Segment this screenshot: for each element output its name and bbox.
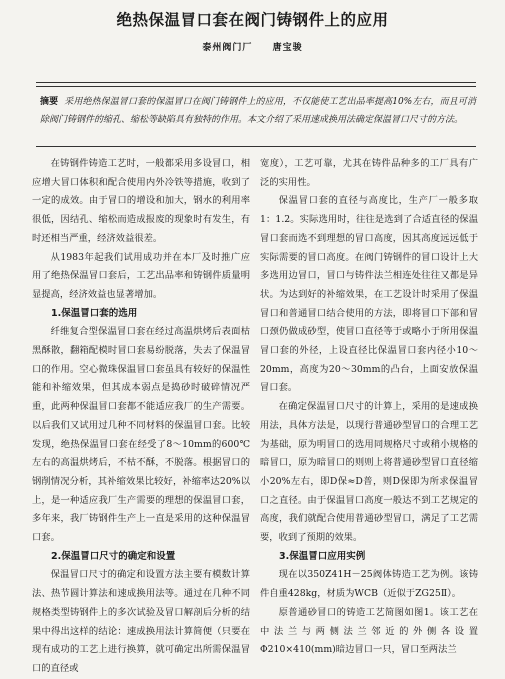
article-title: 绝热保温冒口套在阀门铸钢件上的应用 — [116, 11, 389, 29]
left-column — [32, 155, 250, 679]
section-heading: 2.保温冒口尺寸的确定和设置 — [51, 550, 176, 562]
body-paragraph: 保温冒口套的直径与高度比，生产厂一般多取1：1.2。实际选用时，往往是选到了合适直径的保温冒口套而选不到理想的冒口高度，因其高度远远低于实际需要的冒口高度。在阀门铸钢件的冒口设计上大多选用边冒口，冒口与铸件法兰相连处往往又都是异状。为达到好的补缩效果，在工艺设计时采用了保温冒口和普通冒口结合使用的方法，即将冒口下部和冒口颈仍做成砂型，使冒口直径等于或略小于所用保温冒口套的外径，上设直径比保温冒口套内径小10～20mm，高度为20～30mm的凸台，上面安放保温冒口套。 — [260, 195, 478, 394]
section-heading: 3.保温冒口应用实例 — [279, 550, 366, 562]
abstract-top-rule-2 — [36, 86, 476, 87]
right-column — [260, 155, 478, 660]
body-paragraph: 在铸钢件铸造工艺时，一般都采用多设冒口，相应增大冒口体积和配合使用内外冷铁等措施，收到了一定的成效。由于冒口的增设和加大，钢水的利用率很低，因结孔、缩松而造成报废的现象时有发生，有时还相当严重，经济效益很差。 — [32, 158, 250, 244]
body-paragraph: 在确定保温冒口尺寸的计算上，采用的是速成换用法，具体方法是，以现行普通砂型冒口的合理工艺为基础，原为明冒口的选用同规格尺寸或稍小规格的暗冒口，原为暗冒口的则则上将普通砂型冒口直径缩小20%左右，即D保≈D普，则D保即为所求保温冒口之直径。由于保温冒口高度一般达不到工艺规定的高度，我们就配合使用普通砂型冒口，满足了工艺需要，收到了预期的效果。 — [260, 401, 478, 544]
author-name: 唐宝骏 — [272, 43, 303, 53]
body-paragraph: 纤维复合型保温冒口套在经过高温烘烤后表面枯黑酥散，翻箱配模时冒口套易纷脱落，失去了保温冒口的作用。空心微珠保温冒口套虽具有较好的保温性能和补缩效果，但其成本弱点是捣砂时破碎情况严重，此两种保温冒口套都不能适应我厂的生产需要。以后我们又试用过几种不同材料的保温冒口套。比较发现，绝热保温冒口套在经受了8～10mm的600℃左右的高温烘烤后，不枯不酥，不脱落。根据冒口的钢削情况分析，其补缩效果比较好，补缩率达20%以上，是一种适应我厂生产需要的理想的保温冒口套，多年来，我厂铸钢件生产上一直是采用的这种保温冒口套。 — [32, 326, 250, 544]
abstract-text: 采用绝热保温冒口套的保温冒口在阀门铸钢件上的应用，不仅能使工艺出品率提高10%左右，而且可消除阀门铸钢件的缩孔、缩松等缺陷具有独特的作用。本文介绍了采用速成换用法确定保温冒口尺寸的方法。 — [40, 97, 476, 125]
abstract-label: 摘要 — [40, 97, 59, 107]
body-paragraph: 原普通砂冒口的铸造工艺简图如图1。该工艺在中法兰与两侧法兰邻近的外侧各设置Φ210×410(mm)暗边冒口一只，冒口至两法兰 — [260, 606, 478, 656]
body-paragraph: 从1983年起我们试用成功并在本厂及时推广应用了绝热保温冒口套后，工艺出品率和铸钢件质量明显提高，经济效益也显著增加。 — [32, 251, 250, 300]
abstract-block — [40, 93, 476, 129]
author-affiliation: 泰州阀门厂 — [202, 43, 253, 53]
abstract-top-rule — [36, 82, 476, 83]
author-line — [0, 40, 505, 53]
body-paragraph: 保温冒口尺寸的确定和设置方法主要有模数计算法、热节圆计算法和速成换用法等。通过在几种不同规格类型铸钢件上的多次试验及冒口解剖后分析的结果中得出这样的结论：速成换用法计算简便（只要在现有成功的工艺上进行换算，就可确定出所需保温冒口的直径或 — [32, 569, 250, 674]
body-paragraph: 现在以350Z41H－25阀体铸造工艺为例。该铸件自重428kg，材质为WCB（近似于ZG25Ⅱ）。 — [260, 569, 478, 600]
section-heading: 1.保温冒口套的选用 — [51, 307, 138, 319]
abstract-bottom-rule — [36, 146, 476, 147]
body-paragraph: 宽度），工艺可靠，尤其在铸件品种多的工厂具有广泛的实用性。 — [260, 158, 478, 188]
